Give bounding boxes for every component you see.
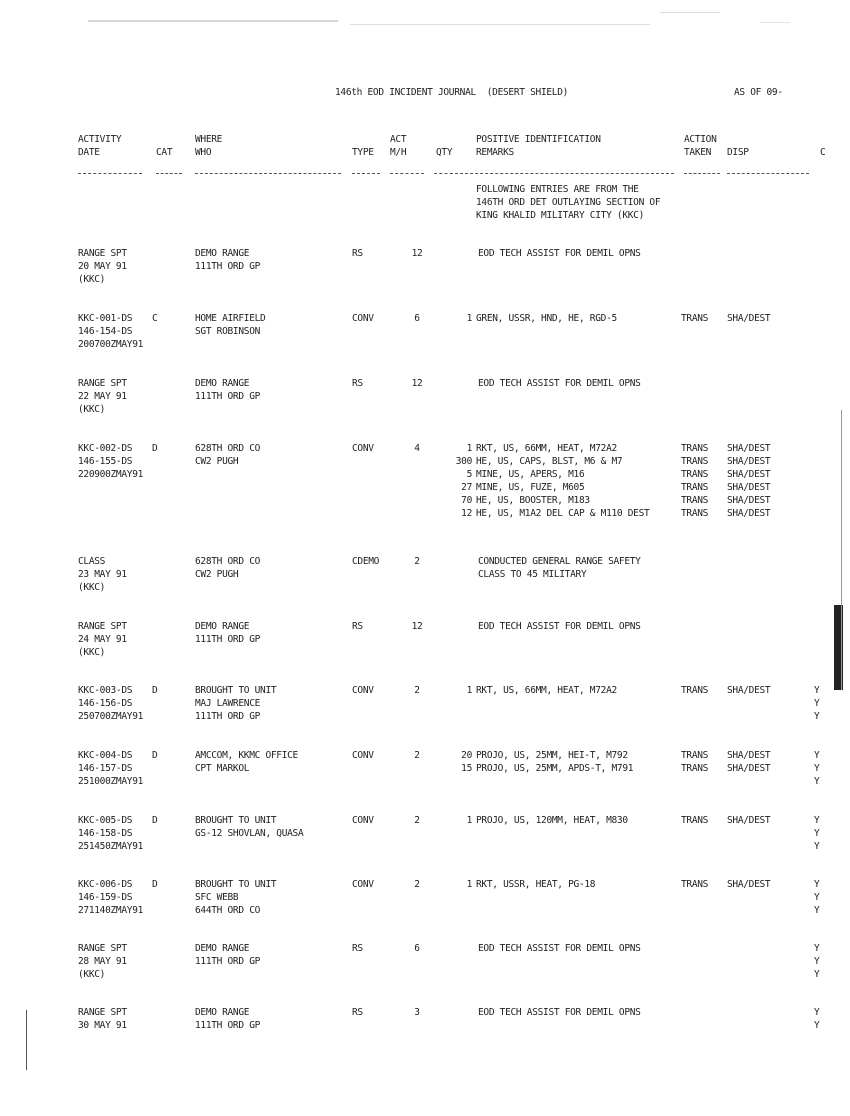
remark-text: CONDUCTED GENERAL RANGE SAFETY — [478, 556, 641, 567]
where-who: DEMO RANGE 111TH ORD GP — [195, 378, 261, 402]
remark-text: RKT, US, 66MM, HEAT, M72A2 — [476, 685, 617, 696]
type: CONV — [352, 750, 374, 761]
quantity: 27 — [461, 482, 472, 493]
remarks — [448, 1006, 678, 1019]
quantity: 1 — [466, 443, 472, 454]
quantity: 70 — [461, 495, 472, 506]
as-of-date: AS OF 09- — [734, 87, 783, 98]
where-who: 628TH ORD CO CW2 PUGH — [195, 556, 261, 580]
scan-noise — [88, 20, 338, 22]
type: RS — [352, 621, 363, 632]
quantity: 20 — [461, 750, 472, 761]
activity-date: KKC-001-DS 146-154-DS 200700ZMAY91 — [78, 313, 144, 350]
journal-entry — [0, 442, 850, 519]
scan-noise — [760, 22, 790, 23]
man-hours: 12 — [411, 621, 423, 632]
journal-entry — [0, 942, 850, 1002]
remarks — [448, 814, 678, 827]
category: D — [152, 443, 158, 454]
remarks — [448, 312, 678, 325]
disposition: SHA/DEST SHA/DEST — [727, 750, 771, 774]
remark-text: EOD TECH ASSIST FOR DEMIL OPNS — [478, 1007, 641, 1018]
remarks — [448, 942, 678, 955]
remark-text: MINE, US, FUZE, M605 — [476, 482, 585, 493]
remark-line — [448, 620, 678, 633]
quantity: 15 — [461, 763, 472, 774]
where-who: DEMO RANGE 111TH ORD GP — [195, 621, 261, 645]
remark-line — [448, 455, 678, 468]
quantity: 1 — [466, 815, 472, 826]
c-flag: Y Y Y — [814, 879, 820, 916]
type: CDEMO — [352, 556, 380, 567]
action-taken: TRANS TRANS TRANS TRANS TRANS TRANS — [681, 443, 709, 519]
type: RS — [352, 943, 363, 954]
type: CONV — [352, 879, 374, 890]
quantity: 12 — [461, 508, 472, 519]
col-disp: DISP — [727, 147, 749, 158]
c-flag: Y Y Y — [814, 943, 820, 980]
remark-line — [448, 507, 678, 520]
quantity: 300 — [455, 456, 472, 467]
where-who: BROUGHT TO UNIT SFC WEBB 644TH ORD CO — [195, 879, 277, 916]
col-type: TYPE — [352, 147, 374, 158]
remark-text: GREN, USSR, HND, HE, RGD-5 — [476, 313, 617, 324]
remark-text: HE, US, CAPS, BLST, M6 & M7 — [476, 456, 623, 467]
type: RS — [352, 378, 363, 389]
man-hours: 2 — [414, 815, 420, 826]
activity-date: KKC-005-DS 146-158-DS 251450ZMAY91 — [78, 815, 144, 852]
remark-text: PROJO, US, 120MM, HEAT, M830 — [476, 815, 628, 826]
man-hours: 12 — [411, 248, 423, 259]
remark-line — [448, 247, 678, 260]
remark-text: CLASS TO 45 MILITARY — [478, 569, 587, 580]
activity-date: CLASS 23 MAY 91 (KKC) — [78, 556, 127, 593]
action-taken: TRANS — [681, 313, 709, 324]
action-taken: TRANS — [681, 815, 709, 826]
disposition: SHA/DEST — [727, 313, 771, 324]
remark-line — [448, 568, 678, 581]
category: C — [152, 313, 158, 324]
action-taken: TRANS — [681, 879, 709, 890]
remark-line — [448, 942, 678, 955]
remark-text: HE, US, M1A2 DEL CAP & M110 DEST — [476, 508, 650, 519]
remark-text: MINE, US, APERS, M16 — [476, 469, 585, 480]
action-taken: TRANS TRANS — [681, 750, 709, 774]
remark-text: RKT, US, 66MM, HEAT, M72A2 — [476, 443, 617, 454]
remark-line — [448, 762, 678, 775]
category: D — [152, 879, 158, 890]
journal-entry — [0, 377, 850, 437]
man-hours: 2 — [414, 879, 420, 890]
scan-noise — [350, 24, 650, 25]
col-where-who: WHERE WHO — [195, 134, 223, 158]
header-rule — [156, 173, 182, 175]
activity-date: RANGE SPT 20 MAY 91 (KKC) — [78, 248, 127, 285]
header-rule — [352, 173, 380, 175]
quantity: 1 — [466, 879, 472, 890]
remark-text: PROJO, US, 25MM, APDS-T, M791 — [476, 763, 634, 774]
activity-date: RANGE SPT 24 MAY 91 (KKC) — [78, 621, 127, 658]
quantity: 1 — [466, 685, 472, 696]
man-hours: 2 — [414, 556, 420, 567]
header-rule — [195, 173, 341, 175]
journal-entry — [0, 1006, 850, 1066]
remark-line — [448, 878, 678, 891]
where-who: AMCCOM, KKMC OFFICE CPT MARKOL — [195, 750, 298, 774]
quantity: 1 — [466, 313, 472, 324]
remarks — [448, 878, 678, 891]
type: RS — [352, 1007, 363, 1018]
c-flag: Y Y Y — [814, 815, 820, 852]
header-rule — [390, 173, 424, 175]
disposition: SHA/DEST — [727, 685, 771, 696]
where-who: DEMO RANGE 111TH ORD GP — [195, 1007, 261, 1031]
header-rule — [78, 173, 142, 175]
c-flag: Y Y Y — [814, 685, 820, 722]
journal-entry — [0, 620, 850, 680]
type: CONV — [352, 815, 374, 826]
remark-line — [448, 555, 678, 568]
remarks — [448, 684, 678, 697]
disposition: SHA/DEST — [727, 879, 771, 890]
man-hours: 4 — [414, 443, 420, 454]
man-hours: 6 — [414, 943, 420, 954]
man-hours: 2 — [414, 750, 420, 761]
type: CONV — [352, 685, 374, 696]
col-activity: ACTIVITY DATE — [78, 134, 122, 158]
remark-line — [448, 312, 678, 325]
remark-text: HE, US, BOOSTER, M183 — [476, 495, 590, 506]
c-flag: Y Y Y — [814, 750, 820, 787]
remarks — [448, 442, 678, 520]
where-who: BROUGHT TO UNIT GS-12 SHOVLAN, QUASA — [195, 815, 304, 839]
remark-text: PROJO, US, 25MM, HEI-T, M792 — [476, 750, 628, 761]
category: D — [152, 815, 158, 826]
man-hours: 6 — [414, 313, 420, 324]
where-who: HOME AIRFIELD SGT ROBINSON — [195, 313, 266, 337]
page-title: 146th EOD INCIDENT JOURNAL (DESERT SHIELD) — [335, 87, 569, 98]
remark-line — [448, 749, 678, 762]
header-rule — [684, 173, 720, 175]
col-action-taken: ACTION TAKEN — [684, 134, 717, 158]
remark-line — [448, 684, 678, 697]
col-c: C — [820, 147, 826, 158]
col-act-mh: ACT M/H — [390, 134, 407, 158]
remark-line — [448, 494, 678, 507]
remark-text: EOD TECH ASSIST FOR DEMIL OPNS — [478, 378, 641, 389]
remark-line — [448, 377, 678, 390]
activity-date: RANGE SPT 22 MAY 91 (KKC) — [78, 378, 127, 415]
header-rule — [450, 173, 674, 175]
header-rule — [727, 173, 809, 175]
disposition: SHA/DEST SHA/DEST SHA/DEST SHA/DEST SHA/DEST SHA/DEST — [727, 443, 771, 519]
margin-line — [26, 1010, 27, 1070]
intro-note: FOLLOWING ENTRIES ARE FROM THE 146TH ORD DET OUTLAYING SECTION OF KING KHALID MILITARY CITY (KKC) — [476, 184, 661, 221]
col-qty: QTY — [436, 147, 453, 158]
scan-noise — [660, 12, 720, 13]
where-who: 628TH ORD CO CW2 PUGH — [195, 443, 261, 467]
activity-date: RANGE SPT 30 MAY 91 — [78, 1007, 127, 1031]
margin-line — [841, 410, 842, 690]
activity-date: KKC-003-DS 146-156-DS 250700ZMAY91 — [78, 685, 144, 722]
man-hours: 12 — [411, 378, 423, 389]
where-who: BROUGHT TO UNIT MAJ LAWRENCE 111TH ORD GP — [195, 685, 277, 722]
col-remarks: POSITIVE IDENTIFICATION REMARKS — [476, 134, 601, 158]
remark-line — [448, 468, 678, 481]
remark-text: EOD TECH ASSIST FOR DEMIL OPNS — [478, 943, 641, 954]
activity-date: KKC-006-DS 146-159-DS 271140ZMAY91 — [78, 879, 144, 916]
type: CONV — [352, 313, 374, 324]
activity-date: KKC-002-DS 146-155-DS 220900ZMAY91 — [78, 443, 144, 480]
journal-entry — [0, 749, 850, 809]
man-hours: 2 — [414, 685, 420, 696]
disposition: SHA/DEST — [727, 815, 771, 826]
category: D — [152, 750, 158, 761]
remark-line — [448, 814, 678, 827]
quantity: 5 — [466, 469, 472, 480]
remarks — [448, 247, 678, 260]
col-cat: CAT — [156, 147, 173, 158]
journal-entry — [0, 814, 850, 874]
remark-text: EOD TECH ASSIST FOR DEMIL OPNS — [478, 621, 641, 632]
remarks — [448, 620, 678, 633]
type: CONV — [352, 443, 374, 454]
activity-date: RANGE SPT 28 MAY 91 (KKC) — [78, 943, 127, 980]
where-who: DEMO RANGE 111TH ORD GP — [195, 248, 261, 272]
journal-entry — [0, 312, 850, 372]
remark-line — [448, 442, 678, 455]
journal-entry — [0, 247, 850, 307]
where-who: DEMO RANGE 111TH ORD GP — [195, 943, 261, 967]
type: RS — [352, 248, 363, 259]
journal-entry — [0, 878, 850, 938]
journal-entry — [0, 684, 850, 744]
category: D — [152, 685, 158, 696]
c-flag: Y Y — [814, 1007, 820, 1031]
remark-line — [448, 1006, 678, 1019]
remark-line — [448, 481, 678, 494]
action-taken: TRANS — [681, 685, 709, 696]
remark-text: RKT, USSR, HEAT, PG-18 — [476, 879, 596, 890]
remark-text: EOD TECH ASSIST FOR DEMIL OPNS — [478, 248, 641, 259]
remarks — [448, 555, 678, 581]
activity-date: KKC-004-DS 146-157-DS 251000ZMAY91 — [78, 750, 144, 787]
journal-entry — [0, 555, 850, 615]
remarks — [448, 749, 678, 775]
remarks — [448, 377, 678, 390]
man-hours: 3 — [414, 1007, 420, 1018]
